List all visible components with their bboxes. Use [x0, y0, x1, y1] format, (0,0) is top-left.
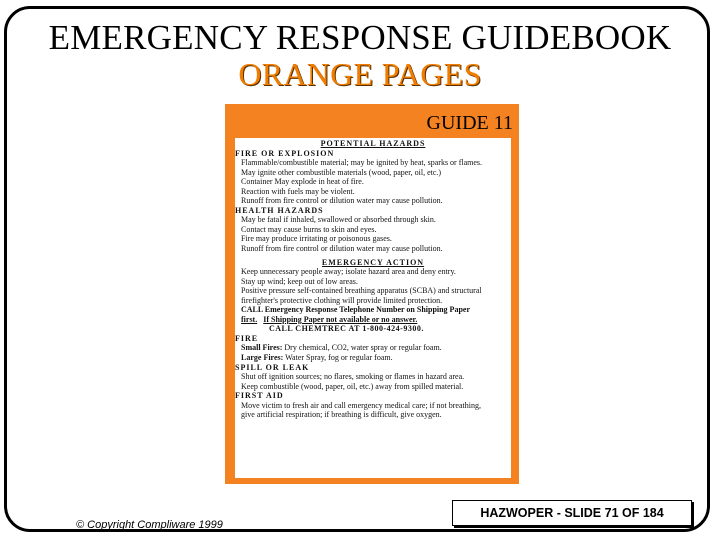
health-line: Contact may cause burns to skin and eyes.: [241, 224, 377, 234]
chemtrec-line: CALL CHEMTREC AT 1-800-424-9300.: [269, 324, 424, 334]
small-fires-text: Dry chemical, CO2, water spray or regular foam.: [282, 343, 442, 353]
call-line: CALL Emergency Response Telephone Number on Shipping Paper: [241, 305, 470, 315]
emergency-line: Positive pressure self-contained breathing apparatus (SCBA) and structural: [241, 286, 482, 296]
fire-heading: FIRE OR EXPLOSION: [235, 148, 335, 158]
large-fires-label: Large Fires:: [241, 353, 284, 363]
fire2-heading: FIRE: [235, 333, 259, 343]
if-shipping-text: If Shipping Paper not available or no answer.: [263, 314, 418, 324]
health-line: Runoff from fire control or dilution water may cause pollution.: [241, 244, 443, 254]
potential-hazards-heading: POTENTIAL HAZARDS: [320, 139, 426, 148]
copyright-text: © Copyright Compliware 1999: [76, 519, 223, 531]
fire-line: Runoff from fire control or dilution water may cause pollution.: [241, 196, 443, 206]
first-aid-heading: FIRST AID: [235, 391, 284, 401]
small-fires-line: [235, 343, 511, 353]
fire-line: May ignite other combustible materials (wood, paper, oil, etc.): [241, 167, 442, 177]
fire-line: Reaction with fuels may be violent.: [241, 186, 355, 196]
large-fires-text: Water Spray, fog or regular foam.: [283, 353, 393, 363]
first-aid-line: give artificial respiration; if breathing is difficult, give oxygen.: [241, 410, 442, 420]
slide-number-box: HAZWOPER - SLIDE 71 OF 184: [452, 500, 692, 526]
page-subtitle: ORANGE PAGES: [238, 56, 482, 92]
emergency-line: Stay up wind; keep out of low areas.: [241, 276, 358, 286]
first-word: first.: [241, 314, 258, 324]
emergency-line: Keep unnecessary people away; isolate hazard area and deny entry.: [241, 267, 456, 277]
spill-line: Shut off ignition sources; no flares, smoking or flames in hazard area.: [241, 372, 465, 382]
page-title: EMERGENCY RESPONSE GUIDEBOOK: [48, 18, 672, 57]
health-line: May be fatal if inhaled, swallowed or absorbed through skin.: [241, 215, 436, 225]
fire-line: Flammable/combustible material; may be ignited by heat, sparks or flames.: [241, 158, 483, 168]
spill-line: Keep combustible (wood, paper, oil, etc.) away from spilled material.: [241, 381, 464, 391]
spill-heading: SPILL OR LEAK: [235, 362, 310, 372]
large-fires-line: [235, 353, 511, 363]
health-line: Fire may produce irritating or poisonous gases.: [241, 234, 392, 244]
guide-card: [225, 104, 519, 484]
emergency-action-heading: EMERGENCY ACTION: [321, 257, 425, 267]
guide-title: GUIDE 11: [426, 112, 513, 134]
small-fires-label: Small Fires:: [241, 343, 283, 353]
fire-line: Container May explode in heat of fire.: [241, 177, 364, 187]
first-aid-line: Move victim to fresh air and call emergency medical care; if not breathing,: [241, 400, 481, 410]
first-line: [235, 315, 511, 325]
emergency-line: firefighter's protective clothing will provide limited protection.: [241, 295, 443, 305]
health-heading: HEALTH HAZARDS: [235, 205, 324, 215]
guide-body: [235, 138, 511, 478]
